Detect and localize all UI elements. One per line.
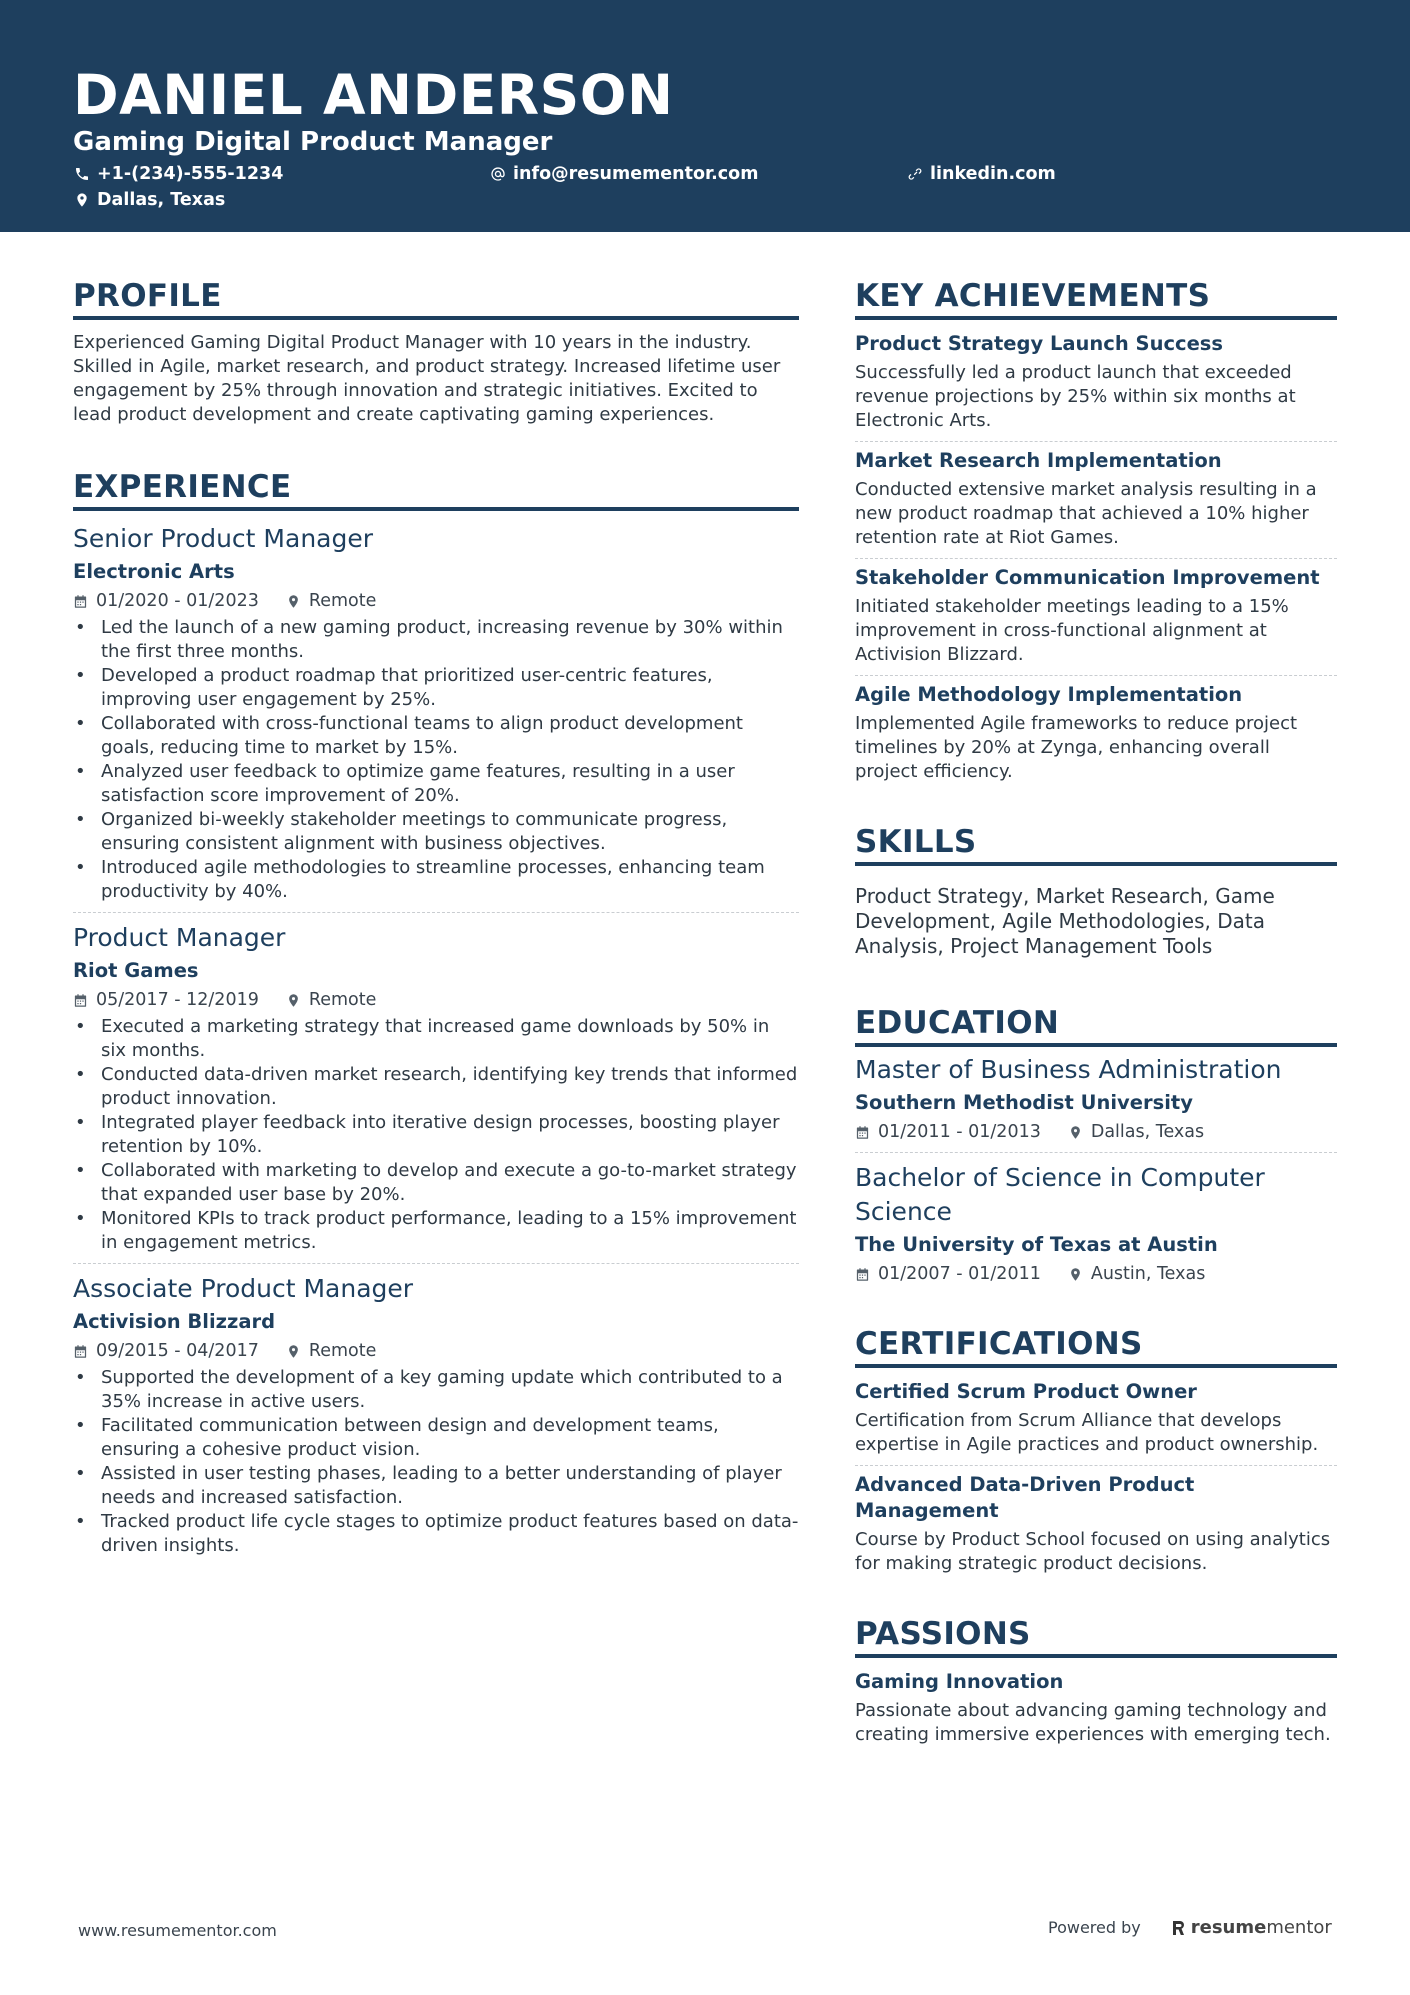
bullet-item: • Led the launch of a new gaming product, increasing revenue by 30% within the first three months. [73, 616, 799, 664]
education-location [1068, 1262, 1206, 1286]
job-bullets [73, 616, 799, 904]
experience-section [73, 467, 799, 1566]
contact-email[interactable] [490, 163, 758, 185]
location-text: Dallas, Texas [97, 190, 226, 210]
achievement-desc: Successfully led a product launch that exceeded revenue projections by 25% within six months at Electronic Arts. [855, 362, 1296, 431]
job-location [286, 988, 377, 1012]
certification-title: Advanced Data-Driven Product Management [855, 1473, 1195, 1522]
achievement-item [855, 558, 1337, 675]
education-item [855, 1152, 1337, 1294]
certification-desc: Certification from Scrum Alliance that develops expertise in Agile practices and product ownership. [855, 1410, 1319, 1455]
bullet-item: • Conducted data-driven market research, identifying key trends that informed product innovation. [73, 1063, 799, 1111]
passions-section [855, 1614, 1337, 1755]
brand-logo-icon [1171, 1919, 1187, 1937]
contact-phone[interactable] [74, 163, 283, 185]
calendar-icon [855, 1267, 870, 1282]
link-icon [907, 166, 923, 182]
left-column [73, 276, 799, 1566]
footer-powered [1048, 1917, 1332, 1939]
location-pin-icon [74, 192, 90, 208]
section-title: PROFILE [73, 276, 799, 320]
degree-title: Bachelor of Science in Computer Science [855, 1163, 1265, 1226]
certification-title: Certified Scrum Product Owner [855, 1380, 1197, 1403]
bullet-item: • Collaborated with marketing to develop and execute a go-to-market strategy that expanded user base by 20%. [73, 1159, 799, 1207]
location-pin-icon [286, 594, 301, 609]
bullet-item: • Analyzed user feedback to optimize game features, resulting in a user satisfaction score improvement of 20%. [73, 760, 799, 808]
bullet-item: • Monitored KPIs to track product performance, leading to a 15% improvement in engagement metrics. [73, 1207, 799, 1255]
email-text: info@resumementor.com [513, 164, 759, 184]
footer-website[interactable]: www.resumementor.com [78, 1921, 277, 1940]
bullet-item: • Integrated player feedback into iterative design processes, boosting player retention by 10%. [73, 1111, 799, 1159]
phone-icon [74, 166, 90, 182]
location-pin-icon [286, 993, 301, 1008]
education-location-text: Austin, Texas [1090, 1264, 1206, 1284]
linkedin-text: linkedin.com [930, 164, 1056, 184]
degree-title: Master of Business Administration [855, 1055, 1282, 1084]
education-location [1068, 1120, 1204, 1144]
candidate-name: DANIEL ANDERSON [73, 63, 674, 127]
education-item [855, 1053, 1337, 1152]
achievement-item [855, 325, 1337, 441]
passion-title: Gaming Innovation [855, 1670, 1064, 1693]
job-meta [73, 1339, 799, 1363]
certification-desc: Course by Product School focused on using analytics for making strategic product decisions. [855, 1529, 1331, 1574]
passion-item [855, 1663, 1337, 1755]
achievement-title: Agile Methodology Implementation [855, 683, 1243, 706]
location-pin-icon [1068, 1267, 1083, 1282]
achievement-title: Stakeholder Communication Improvement [855, 566, 1320, 589]
certification-item [855, 1465, 1337, 1584]
job-dates: 01/2020 - 01/2023 [96, 591, 259, 611]
company-name: Riot Games [73, 959, 199, 982]
right-column [855, 276, 1337, 1755]
job-title: Product Manager [73, 923, 286, 952]
job-location-text: Remote [308, 591, 377, 611]
calendar-icon [73, 993, 88, 1008]
job-bullets [73, 1366, 799, 1558]
job-title: Associate Product Manager [73, 1274, 414, 1303]
section-title: KEY ACHIEVEMENTS [855, 276, 1337, 320]
school-name: Southern Methodist University [855, 1091, 1193, 1114]
achievement-title: Market Research Implementation [855, 449, 1222, 472]
job-dates: 09/2015 - 04/2017 [96, 1341, 259, 1361]
job-meta [73, 589, 799, 613]
education-meta [855, 1120, 1337, 1144]
education-section [855, 1003, 1337, 1294]
education-dates: 01/2011 - 01/2013 [878, 1122, 1041, 1142]
job-entry [73, 1263, 799, 1566]
achievement-desc: Initiated stakeholder meetings leading to a 15% improvement in cross-functional alignment at Activision Blizzard. [855, 596, 1289, 665]
bullet-item: • Introduced agile methodologies to streamline processes, enhancing team productivity by 40%. [73, 856, 799, 904]
location-pin-icon [1068, 1125, 1083, 1140]
header-banner [0, 0, 1410, 232]
job-entry [73, 912, 799, 1263]
calendar-icon [855, 1125, 870, 1140]
section-title: SKILLS [855, 822, 1337, 866]
school-name: The University of Texas at Austin [855, 1233, 1218, 1256]
bullet-item: • Developed a product roadmap that prioritized user-centric features, improving user engagement by 25%. [73, 664, 799, 712]
calendar-icon [73, 594, 88, 609]
contact-location [74, 189, 225, 211]
bullet-item: • Facilitated communication between design and development teams, ensuring a cohesive product vision. [73, 1414, 799, 1462]
certification-item [855, 1373, 1337, 1465]
bullet-item: • Tracked product life cycle stages to optimize product features based on data-driven insights. [73, 1510, 799, 1558]
bullet-item: • Supported the development of a key gaming update which contributed to a 35% increase in active users. [73, 1366, 799, 1414]
achievements-section [855, 276, 1337, 792]
job-title: Senior Product Manager [73, 524, 374, 553]
profile-text: Experienced Gaming Digital Product Manager with 10 years in the industry. Skilled in Agile, market research, and product strategy. Increased lifetime user engagement by 25% through innovation and strategic initiatives. Excited to lead product development and create captivating gaming experiences. [73, 332, 781, 425]
job-location-text: Remote [308, 1341, 377, 1361]
bullet-item: • Collaborated with cross-functional teams to align product development goals, reducing time to market by 15%. [73, 712, 799, 760]
achievement-item [855, 675, 1337, 792]
skills-text: Product Strategy, Market Research, Game Development, Agile Methodologies, Data Analysis, Project Management Tools [855, 884, 1275, 958]
profile-section [73, 276, 799, 427]
education-meta [855, 1262, 1337, 1286]
brand-logo[interactable] [1171, 1917, 1332, 1939]
section-title: PASSIONS [855, 1614, 1337, 1658]
certifications-section [855, 1324, 1337, 1584]
bullet-item: • Organized bi-weekly stakeholder meetings to communicate progress, ensuring consistent alignment with business objectives. [73, 808, 799, 856]
at-icon [490, 166, 506, 182]
passion-desc: Passionate about advancing gaming technology and creating immersive experiences with emerging tech. [855, 1700, 1331, 1745]
contact-linkedin[interactable] [907, 163, 1056, 185]
job-location [286, 1339, 377, 1363]
calendar-icon [73, 1344, 88, 1359]
education-dates: 01/2007 - 01/2011 [878, 1264, 1041, 1284]
powered-by-text: Powered by [1048, 1918, 1141, 1937]
phone-text: +1-(234)-555-1234 [97, 164, 284, 184]
job-location-text: Remote [308, 990, 377, 1010]
candidate-role: Gaming Digital Product Manager [73, 127, 553, 157]
bullet-item: • Executed a marketing strategy that increased game downloads by 50% in six months. [73, 1015, 799, 1063]
job-location [286, 589, 377, 613]
skills-section [855, 822, 1337, 959]
bullet-item: • Assisted in user testing phases, leading to a better understanding of player needs and increased satisfaction. [73, 1462, 799, 1510]
education-location-text: Dallas, Texas [1090, 1122, 1205, 1142]
job-meta [73, 988, 799, 1012]
location-pin-icon [286, 1344, 301, 1359]
achievement-desc: Conducted extensive market analysis resulting in a new product roadmap that achieved a 10% higher retention rate at Riot Games. [855, 479, 1317, 548]
company-name: Activision Blizzard [73, 1310, 276, 1333]
job-dates: 05/2017 - 12/2019 [96, 990, 259, 1010]
section-title: EXPERIENCE [73, 467, 799, 511]
achievement-item [855, 441, 1337, 558]
brand-bold: resume [1190, 1917, 1267, 1938]
brand-light: mentor [1266, 1917, 1332, 1938]
job-bullets [73, 1015, 799, 1255]
job-entry [73, 522, 799, 912]
company-name: Electronic Arts [73, 560, 235, 583]
section-title: EDUCATION [855, 1003, 1337, 1047]
achievement-desc: Implemented Agile frameworks to reduce project timelines by 20% at Zynga, enhancing overall project efficiency. [855, 713, 1298, 782]
section-title: CERTIFICATIONS [855, 1324, 1337, 1368]
achievement-title: Product Strategy Launch Success [855, 332, 1224, 355]
